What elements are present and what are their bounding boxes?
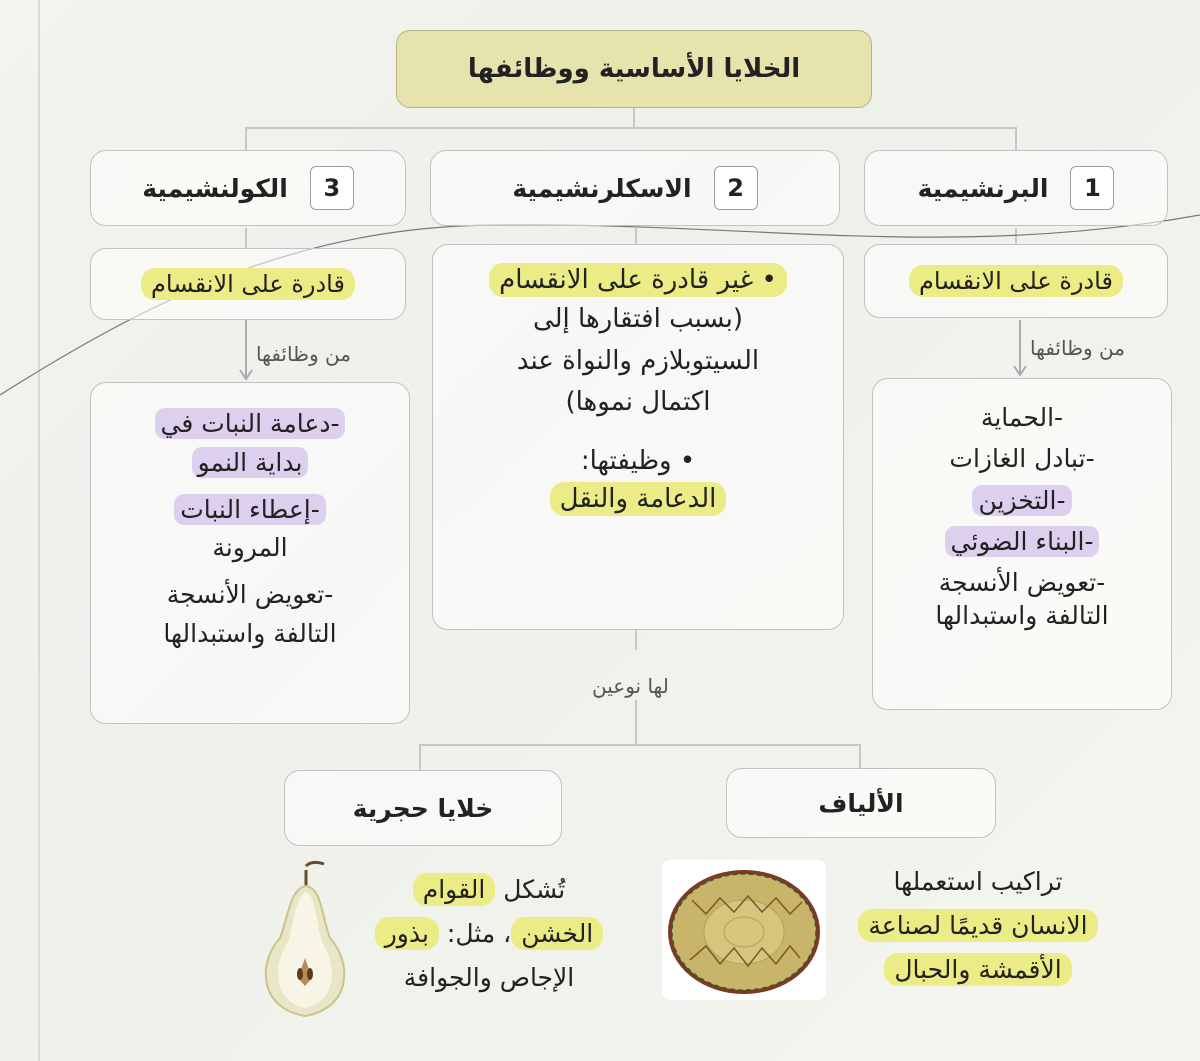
functions-collenchyma: -دعامة النبات في بداية النمو -إعطاء النبات المرونة -تعويض الأنسجة التالفة واستبدالها <box>90 382 410 724</box>
sclerenchyma-detail <box>432 244 844 630</box>
number-badge: 2 <box>714 166 758 210</box>
header-parenchyma <box>864 150 1168 226</box>
header-label: البرنشيمية <box>917 173 1049 203</box>
header-label: الكولنشيمية <box>142 173 288 203</box>
basket-image <box>662 860 826 1000</box>
header-sclerenchyma <box>430 150 840 226</box>
header-label: الاسكلرنشيمية <box>512 173 692 203</box>
number-badge: 3 <box>310 166 354 210</box>
function-value: الدعامة والنقل <box>550 482 727 516</box>
fibers-description: تراكيب استعملها الانسان قديمًا لصناعة الأقمشة والحبال <box>838 860 1118 991</box>
division-collenchyma: قادرة على الانقسام <box>90 248 406 320</box>
link-label-collenchyma: من وظائفها <box>256 342 351 366</box>
pear-image <box>250 858 360 1023</box>
diagram-title: الخلايا الأساسية ووظائفها <box>396 30 872 108</box>
type-fibers: الألياف <box>726 768 996 838</box>
stone-cells-description: تُشكل القوام الخشن، مثل: بذور الإجاص والجوافة <box>360 868 618 999</box>
functions-parenchyma: -الحماية -تبادل الغازات -التخزين -البناء الضوئي -تعويض الأنسجة التالفة واستبدالها <box>872 378 1172 710</box>
division-parenchyma: قادرة على الانقسام <box>864 244 1168 318</box>
number-badge: 1 <box>1070 166 1114 210</box>
function-title: • وظيفتها: <box>580 445 696 476</box>
link-label-types: لها نوعين <box>592 674 669 698</box>
reason-text: (بسبب افتقارها إلى السيتوبلازم والنواة عند اكتمال نموها) <box>516 304 760 418</box>
pear-half-icon <box>250 858 360 1023</box>
woven-basket-icon <box>662 860 826 1000</box>
link-label-parenchyma: من وظائفها <box>1030 336 1125 360</box>
division-text: • غير قادرة على الانقسام <box>489 263 787 297</box>
header-collenchyma <box>90 150 406 226</box>
type-stone-cells: خلايا حجرية <box>284 770 562 846</box>
